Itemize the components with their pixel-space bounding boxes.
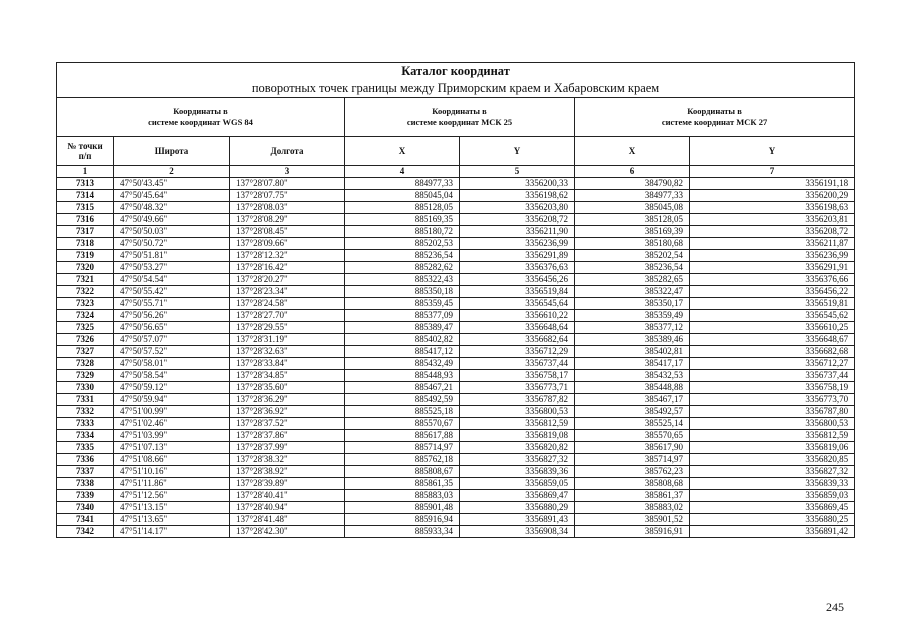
point-number: 7335 — [57, 442, 114, 454]
msk25-y-cell: 3356827,32 — [460, 454, 575, 466]
msk25-y-cell: 3356800,53 — [460, 406, 575, 418]
column-number-row — [57, 166, 855, 178]
msk27-y-cell: 3356891,42 — [690, 526, 855, 538]
table-row — [57, 418, 855, 430]
point-number: 7333 — [57, 418, 114, 430]
point-number: 7320 — [57, 262, 114, 274]
msk25-y-cell: 3356869,47 — [460, 490, 575, 502]
table-subtitle: поворотных точек границы между Приморским краем и Хабаровским краем — [251, 81, 660, 95]
msk27-y-cell: 3356787,80 — [690, 406, 855, 418]
msk25-x-cell: 885402,82 — [345, 334, 460, 346]
msk25-x-cell: 885933,34 — [345, 526, 460, 538]
msk25-x-cell: 885570,67 — [345, 418, 460, 430]
longitude-cell: 137°28'31.19" — [230, 334, 345, 346]
longitude-cell: 137°28'38.92" — [230, 466, 345, 478]
msk27-x-cell: 385883,02 — [575, 502, 690, 514]
msk27-x-cell: 385169,39 — [575, 226, 690, 238]
msk27-x-cell: 385128,05 — [575, 214, 690, 226]
longitude-cell: 137°28'07.75" — [230, 190, 345, 202]
latitude-cell: 47°50'49.66" — [114, 214, 230, 226]
msk25-y-cell: 3356200,33 — [460, 178, 575, 190]
msk27-x-cell: 385045,08 — [575, 202, 690, 214]
point-number: 7321 — [57, 274, 114, 286]
table-row — [57, 262, 855, 274]
msk27-y-cell: 3356545,62 — [690, 310, 855, 322]
msk27-y-cell: 3356869,45 — [690, 502, 855, 514]
point-number: 7330 — [57, 382, 114, 394]
msk27-x-cell: 385322,47 — [575, 286, 690, 298]
longitude-cell: 137°28'12.32" — [230, 250, 345, 262]
point-number: 7316 — [57, 214, 114, 226]
longitude-cell: 137°28'37.52" — [230, 418, 345, 430]
msk27-x-cell: 385432,53 — [575, 370, 690, 382]
point-number: 7322 — [57, 286, 114, 298]
msk25-x-cell: 885916,94 — [345, 514, 460, 526]
msk25-x-cell: 885492,59 — [345, 394, 460, 406]
point-number: 7313 — [57, 178, 114, 190]
table-row — [57, 322, 855, 334]
msk25-y-cell: 3356812,59 — [460, 418, 575, 430]
latitude-cell: 47°50'55.71" — [114, 298, 230, 310]
msk25-y-cell: 3356819,08 — [460, 430, 575, 442]
msk25-y-cell: 3356208,72 — [460, 214, 575, 226]
longitude-cell: 137°28'23.34" — [230, 286, 345, 298]
msk27-x-cell: 384977,33 — [575, 190, 690, 202]
table-row — [57, 274, 855, 286]
msk27-x-cell: 385389,46 — [575, 334, 690, 346]
longitude-cell: 137°28'39.89" — [230, 478, 345, 490]
msk27-x-cell: 385570,65 — [575, 430, 690, 442]
latitude-cell: 47°51'14.17" — [114, 526, 230, 538]
longitude-cell: 137°28'08.03" — [230, 202, 345, 214]
longitude-cell: 137°28'29.55" — [230, 322, 345, 334]
msk25-x-cell: 885861,35 — [345, 478, 460, 490]
msk25-y-cell: 3356773,71 — [460, 382, 575, 394]
coordinate-systems-row — [57, 98, 855, 137]
system-msk25-header — [345, 98, 575, 137]
msk27-y-cell: 3356236,99 — [690, 250, 855, 262]
msk25-x-cell: 885808,67 — [345, 466, 460, 478]
longitude-cell: 137°28'38.32" — [230, 454, 345, 466]
latitude-cell: 47°50'55.42" — [114, 286, 230, 298]
msk27-x-cell: 385180,68 — [575, 238, 690, 250]
msk27-y-cell: 3356200,29 — [690, 190, 855, 202]
msk27-y-cell: 3356682,68 — [690, 346, 855, 358]
table-row — [57, 406, 855, 418]
table-row — [57, 358, 855, 370]
latitude-cell: 47°51'10.16" — [114, 466, 230, 478]
msk27-y-cell: 3356291,91 — [690, 262, 855, 274]
table-row — [57, 334, 855, 346]
point-number: 7324 — [57, 310, 114, 322]
msk27-x-cell: 385492,57 — [575, 406, 690, 418]
longitude-cell: 137°28'09.66" — [230, 238, 345, 250]
longitude-cell: 137°28'37.99" — [230, 442, 345, 454]
system-msk25-line1: Координаты в — [432, 106, 487, 116]
point-number: 7340 — [57, 502, 114, 514]
msk25-x-cell: 885169,35 — [345, 214, 460, 226]
point-number: 7325 — [57, 322, 114, 334]
latitude-cell: 47°50'53.27" — [114, 262, 230, 274]
latitude-cell: 47°50'56.65" — [114, 322, 230, 334]
table-row — [57, 526, 855, 538]
msk27-y-cell: 3356800,53 — [690, 418, 855, 430]
msk27-x-cell: 385282,65 — [575, 274, 690, 286]
msk25-y-cell: 3356758,17 — [460, 370, 575, 382]
msk27-x-cell: 385617,90 — [575, 442, 690, 454]
point-number: 7328 — [57, 358, 114, 370]
point-number: 7332 — [57, 406, 114, 418]
msk27-y-cell: 3356456,22 — [690, 286, 855, 298]
msk25-x-cell: 885202,53 — [345, 238, 460, 250]
column-number: 1 — [57, 166, 114, 178]
msk25-y-cell: 3356820,82 — [460, 442, 575, 454]
msk27-y-cell: 3356839,33 — [690, 478, 855, 490]
point-number: 7342 — [57, 526, 114, 538]
longitude-cell: 137°28'32.63" — [230, 346, 345, 358]
longitude-cell: 137°28'08.45" — [230, 226, 345, 238]
latitude-cell: 47°51'13.15" — [114, 502, 230, 514]
latitude-cell: 47°50'51.81" — [114, 250, 230, 262]
table-row — [57, 454, 855, 466]
table-row — [57, 370, 855, 382]
table-row — [57, 250, 855, 262]
latitude-cell: 47°50'43.45" — [114, 178, 230, 190]
point-number: 7315 — [57, 202, 114, 214]
longitude-cell: 137°28'16.42" — [230, 262, 345, 274]
msk25-y-cell: 3356859,05 — [460, 478, 575, 490]
table-row — [57, 478, 855, 490]
latitude-cell: 47°50'56.26" — [114, 310, 230, 322]
system-msk27-line2: системе координат МСК 27 — [661, 117, 768, 127]
msk25-y-cell: 3356891,43 — [460, 514, 575, 526]
msk25-y-cell: 3356880,29 — [460, 502, 575, 514]
msk25-x-cell: 885417,12 — [345, 346, 460, 358]
longitude-cell: 137°28'42.30" — [230, 526, 345, 538]
point-number: 7329 — [57, 370, 114, 382]
msk27-y-cell: 3356820,85 — [690, 454, 855, 466]
msk27-x-cell: 385448,88 — [575, 382, 690, 394]
longitude-cell: 137°28'33.84" — [230, 358, 345, 370]
msk27-y-cell: 3356191,18 — [690, 178, 855, 190]
msk25-x-cell: 885714,97 — [345, 442, 460, 454]
msk25-x-cell: 885128,05 — [345, 202, 460, 214]
msk25-x-cell: 885883,03 — [345, 490, 460, 502]
msk27-y-cell: 3356827,32 — [690, 466, 855, 478]
msk25-x-cell: 884977,33 — [345, 178, 460, 190]
latitude-cell: 47°51'03.99" — [114, 430, 230, 442]
msk25-x-cell: 885432,49 — [345, 358, 460, 370]
latitude-cell: 47°51'00.99" — [114, 406, 230, 418]
msk27-x-cell: 385762,23 — [575, 466, 690, 478]
table-row — [57, 202, 855, 214]
table-row — [57, 502, 855, 514]
msk25-x-cell: 885467,21 — [345, 382, 460, 394]
msk25-y-cell: 3356198,62 — [460, 190, 575, 202]
msk27-x-cell: 385359,49 — [575, 310, 690, 322]
point-number: 7323 — [57, 298, 114, 310]
msk25-y-cell: 3356236,99 — [460, 238, 575, 250]
msk25-y-cell: 3356712,29 — [460, 346, 575, 358]
msk27-y-cell: 3356880,25 — [690, 514, 855, 526]
msk25-x-cell: 885282,62 — [345, 262, 460, 274]
msk27-y-cell: 3356812,59 — [690, 430, 855, 442]
longitude-cell: 137°28'41.48" — [230, 514, 345, 526]
point-number: 7314 — [57, 190, 114, 202]
msk27-x-cell: 385377,12 — [575, 322, 690, 334]
table-row — [57, 442, 855, 454]
latitude-cell: 47°51'11.86" — [114, 478, 230, 490]
msk27-y-header: Y — [690, 137, 855, 166]
msk25-x-cell: 885236,54 — [345, 250, 460, 262]
column-header-row — [57, 137, 855, 166]
msk25-y-cell: 3356648,64 — [460, 322, 575, 334]
table-row — [57, 310, 855, 322]
point-number: 7319 — [57, 250, 114, 262]
msk25-y-cell: 3356519,84 — [460, 286, 575, 298]
msk25-x-header: X — [345, 137, 460, 166]
latitude-cell: 47°50'48.32" — [114, 202, 230, 214]
page-number: 245 — [826, 600, 844, 614]
latitude-cell: 47°50'50.72" — [114, 238, 230, 250]
column-number: 2 — [114, 166, 230, 178]
table-row — [57, 298, 855, 310]
latitude-cell: 47°50'54.54" — [114, 274, 230, 286]
latitude-cell: 47°51'12.56" — [114, 490, 230, 502]
point-number-header-line1: № точки — [67, 141, 103, 151]
msk27-y-cell: 3356648,67 — [690, 334, 855, 346]
msk25-x-cell: 885617,88 — [345, 430, 460, 442]
point-number: 7317 — [57, 226, 114, 238]
msk27-x-cell: 385808,68 — [575, 478, 690, 490]
longitude-cell: 137°28'40.41" — [230, 490, 345, 502]
point-number-header-line2: п/п — [78, 151, 92, 161]
latitude-cell: 47°50'59.94" — [114, 394, 230, 406]
msk25-y-cell: 3356203,80 — [460, 202, 575, 214]
msk25-y-cell: 3356376,63 — [460, 262, 575, 274]
column-number: 5 — [460, 166, 575, 178]
latitude-cell: 47°51'02.46" — [114, 418, 230, 430]
msk25-y-header: Y — [460, 137, 575, 166]
msk25-y-cell: 3356737,44 — [460, 358, 575, 370]
system-wgs84-line1: Координаты в — [173, 106, 228, 116]
longitude-cell: 137°28'37.86" — [230, 430, 345, 442]
msk25-x-cell: 885448,93 — [345, 370, 460, 382]
point-number: 7326 — [57, 334, 114, 346]
latitude-cell: 47°51'08.66" — [114, 454, 230, 466]
msk25-y-cell: 3356456,26 — [460, 274, 575, 286]
longitude-cell: 137°28'27.70" — [230, 310, 345, 322]
msk25-y-cell: 3356682,64 — [460, 334, 575, 346]
column-number: 6 — [575, 166, 690, 178]
table-row — [57, 346, 855, 358]
msk25-y-cell: 3356610,22 — [460, 310, 575, 322]
column-number: 7 — [690, 166, 855, 178]
msk27-x-cell: 385350,17 — [575, 298, 690, 310]
table-row — [57, 190, 855, 202]
table-row — [57, 430, 855, 442]
msk27-x-cell: 385714,97 — [575, 454, 690, 466]
msk27-y-cell: 3356819,06 — [690, 442, 855, 454]
msk27-y-cell: 3356376,66 — [690, 274, 855, 286]
point-number: 7337 — [57, 466, 114, 478]
table-row — [57, 214, 855, 226]
longitude-cell: 137°28'20.27" — [230, 274, 345, 286]
longitude-cell: 137°28'36.92" — [230, 406, 345, 418]
point-number: 7331 — [57, 394, 114, 406]
system-msk25-line2: системе координат МСК 25 — [406, 117, 513, 127]
point-number: 7336 — [57, 454, 114, 466]
msk25-x-cell: 885762,18 — [345, 454, 460, 466]
msk27-x-cell: 385916,91 — [575, 526, 690, 538]
latitude-cell: 47°50'45.64" — [114, 190, 230, 202]
point-number: 7338 — [57, 478, 114, 490]
msk27-y-cell: 3356758,19 — [690, 382, 855, 394]
msk27-x-cell: 385402,81 — [575, 346, 690, 358]
column-number: 3 — [230, 166, 345, 178]
msk25-y-cell: 3356291,89 — [460, 250, 575, 262]
msk25-x-cell: 885045,04 — [345, 190, 460, 202]
msk27-y-cell: 3356859,03 — [690, 490, 855, 502]
msk27-x-cell: 384790,82 — [575, 178, 690, 190]
table-row — [57, 238, 855, 250]
title-row — [57, 63, 855, 98]
msk27-y-cell: 3356712,27 — [690, 358, 855, 370]
latitude-cell: 47°50'57.52" — [114, 346, 230, 358]
msk25-x-cell: 885377,09 — [345, 310, 460, 322]
table-row — [57, 286, 855, 298]
msk25-x-cell: 885901,48 — [345, 502, 460, 514]
msk27-y-cell: 3356203,81 — [690, 214, 855, 226]
msk25-x-cell: 885389,47 — [345, 322, 460, 334]
msk25-x-cell: 885359,45 — [345, 298, 460, 310]
msk27-y-cell: 3356208,72 — [690, 226, 855, 238]
latitude-cell: 47°50'58.01" — [114, 358, 230, 370]
longitude-cell: 137°28'36.29" — [230, 394, 345, 406]
msk27-x-cell: 385861,37 — [575, 490, 690, 502]
latitude-cell: 47°51'07.13" — [114, 442, 230, 454]
latitude-header: Широта — [114, 137, 230, 166]
table-row — [57, 466, 855, 478]
msk27-y-cell: 3356610,25 — [690, 322, 855, 334]
msk25-y-cell: 3356787,82 — [460, 394, 575, 406]
table-row — [57, 178, 855, 190]
longitude-header: Долгота — [230, 137, 345, 166]
longitude-cell: 137°28'07.80" — [230, 178, 345, 190]
table-row — [57, 226, 855, 238]
point-number: 7334 — [57, 430, 114, 442]
msk25-x-cell: 885525,18 — [345, 406, 460, 418]
longitude-cell: 137°28'35.60" — [230, 382, 345, 394]
latitude-cell: 47°50'50.03" — [114, 226, 230, 238]
point-number: 7327 — [57, 346, 114, 358]
system-wgs84-header — [57, 98, 345, 137]
system-msk27-header — [575, 98, 855, 137]
table-row — [57, 490, 855, 502]
msk27-y-cell: 3356198,63 — [690, 202, 855, 214]
latitude-cell: 47°50'57.07" — [114, 334, 230, 346]
longitude-cell: 137°28'24.58" — [230, 298, 345, 310]
msk27-x-cell: 385417,17 — [575, 358, 690, 370]
system-wgs84-line2: системе координат WGS 84 — [148, 117, 253, 127]
point-number-header — [57, 137, 114, 166]
table-title: Каталог координат — [401, 64, 510, 78]
msk27-y-cell: 3356773,70 — [690, 394, 855, 406]
table-row — [57, 382, 855, 394]
point-number: 7341 — [57, 514, 114, 526]
msk27-y-cell: 3356211,87 — [690, 238, 855, 250]
point-number: 7339 — [57, 490, 114, 502]
system-msk27-line1: Координаты в — [687, 106, 742, 116]
msk25-y-cell: 3356211,90 — [460, 226, 575, 238]
column-number: 4 — [345, 166, 460, 178]
msk25-x-cell: 885322,43 — [345, 274, 460, 286]
msk27-y-cell: 3356737,44 — [690, 370, 855, 382]
longitude-cell: 137°28'34.85" — [230, 370, 345, 382]
msk25-y-cell: 3356839,36 — [460, 466, 575, 478]
table-row — [57, 394, 855, 406]
msk27-x-cell: 385467,17 — [575, 394, 690, 406]
msk27-x-cell: 385901,52 — [575, 514, 690, 526]
latitude-cell: 47°50'58.54" — [114, 370, 230, 382]
msk25-x-cell: 885350,18 — [345, 286, 460, 298]
table-title-cell — [57, 63, 855, 98]
table-row — [57, 514, 855, 526]
msk25-x-cell: 885180,72 — [345, 226, 460, 238]
msk27-x-cell: 385202,54 — [575, 250, 690, 262]
msk27-y-cell: 3356519,81 — [690, 298, 855, 310]
point-number: 7318 — [57, 238, 114, 250]
latitude-cell: 47°50'59.12" — [114, 382, 230, 394]
longitude-cell: 137°28'40.94" — [230, 502, 345, 514]
msk25-y-cell: 3356908,34 — [460, 526, 575, 538]
msk27-x-cell: 385236,54 — [575, 262, 690, 274]
msk27-x-header: X — [575, 137, 690, 166]
coordinate-catalog-table — [56, 62, 855, 538]
latitude-cell: 47°51'13.65" — [114, 514, 230, 526]
msk25-y-cell: 3356545,64 — [460, 298, 575, 310]
longitude-cell: 137°28'08.29" — [230, 214, 345, 226]
msk27-x-cell: 385525,14 — [575, 418, 690, 430]
